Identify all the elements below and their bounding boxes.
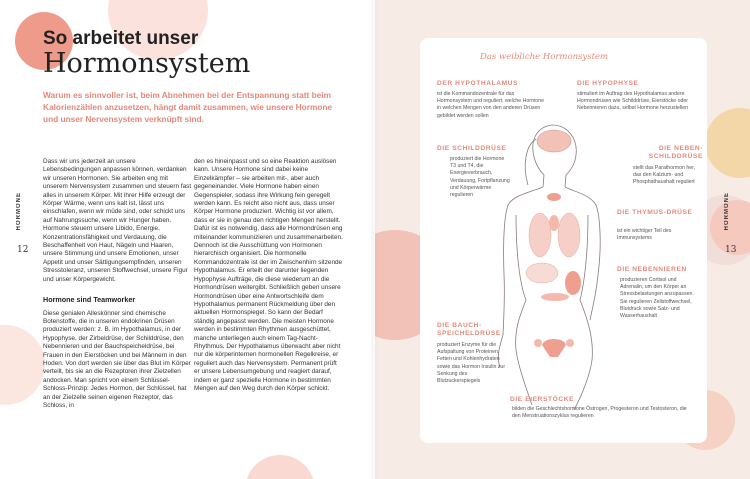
label-hypophyse: DIE HYPOPHYSE <box>577 80 639 87</box>
infographic-title: Das weibliche Hormonsystem <box>480 52 609 62</box>
text-column-1 <box>43 158 193 410</box>
page-number: 12 <box>17 245 29 255</box>
label-hypothalamus: DER HYPOTHALAMUS <box>437 80 519 87</box>
subheading: Hormone sind Teamworker <box>43 295 136 305</box>
body-paragraph: Dass wir uns jederzeit an unsere Lebensbedingungen anpassen können, verdanken wir unseren Hormonen. Sie arbeiten eng mit unserem Nervensystem zusammen und steuern fast alles in unserem Körper. Mit ihrer Hilfe erzeugt der Körper Wärme, wenn uns kalt ist, lässt uns einschlafen, wenn wir müde sind, oder schickt uns auf Nahrungssuche, wenn wir Hunger haben. Hormone steuern unsere Libido, Energie, Konzentrationsfähigkeit und Verdauung, die Beschaffenheit von Haut, Nägeln und Haaren, unsere Stimmung und unsere Emotionen, unser Appetit und unser Sättigungsempfinden, unseren Stresstoleranz, unseren Stoffwechsel, unsere Figur und unser Körpergewicht. <box>43 158 192 283</box>
label-nebenschilddruese: DIE NEBEN-SCHILDDRÜSE <box>648 145 703 160</box>
label-thymusdruese: DIE THYMUS-DRÜSE <box>617 209 693 216</box>
text-nebenschilddruese: stellt das Parathormon her, das den Kalzium- und Phosphathaushalt reguliert <box>633 165 695 186</box>
text-column-2 <box>194 158 344 393</box>
text-schilddruese: produziert die Hormone T3 und T4, die Energieverbrauch, Verdauung, Fortpflanzung und Körperwärme regulieren <box>450 156 510 199</box>
section-side-label: HORMONE <box>724 192 730 231</box>
body-paragraph: den es hineinpasst und so eine Reaktion auslösen kann. Unsere Hormone sind dabei keine Einzelkämpfer – sie arbeiten mit-, aber auch gegeneinander. Viele Hormone haben einen Gegenspieler, sodass ihre Wirkung fein geregelt werden kann. Es reicht also nicht aus, dass unser Körper Hormone produziert. Wichtig ist vor allem, dass er sie in genau den richtigen Mengen herstellt. Dafür ist es notwendig, dass alle Hormondrüsen eng miteinander kommunizieren und zusammenarbeiten. Dennoch ist die Ausschüttung von Hormonen hierarchisch organisiert. Die hormonelle Kommandozentrale ist der im Zwischenhirn sitzende Hypothalamus. Er erteilt der darunter liegenden Hypophyse Aufträge, die diese wiederum an die Hormondrüsen weitergibt. Schließlich geben unsere Hormondrüsen über eine Antwortschleife dem Hypothalamus permanent Rückmeldung über den aktuellen Hormonspiegel. So kann der Bedarf ständig angepasst werden. Die meisten Hormone werden in bestimmten Rhythmen ausgeschüttet, manche unterliegen auch einem Tag-Nacht-Rhythmus. Der Hypothalamus überwacht aber nicht nur die körperinternen hormonellen Regelkreise, er reguliert auch das Nervensystem. Permanent prüft er unsere Lebensumgebung und reagiert darauf, indem er ganz spezielle Hormone in bestimmten Mengen auf den Weg durch den Körper schickt. <box>194 158 343 392</box>
text-hypophyse: stimuliert im Auftrag des Hypothalamus andere Hormondrüsen wie Schilddrüse, Eierstöcke oder Nebennieren dazu, selbst Hormone herzustellen <box>577 91 689 112</box>
page-number: 13 <box>725 245 737 255</box>
text-hypothalamus: ist die Kommandozentrale für das Hormonsystem und reguliert, welche Hormone in welchen Mengen von den anderen Drüsen gebildet werden sollen <box>437 91 544 119</box>
decor-circle <box>705 108 750 178</box>
label-bauchspeicheldruese: DIE BAUCH-SPEICHELDRÜSE <box>437 322 501 337</box>
text-nebennieren: produzieren Cortisol und Adrenalin, um den Körper an Stressbelastungen anzupassen. Sie regulieren Zellstoffwechsel, Blutdruck sowie Salz- und Wasserhaushalt <box>620 277 694 320</box>
page-title-line1: So arbeitet unser <box>43 28 199 49</box>
label-eierstoecke: DIE EIERSTÖCKE <box>510 396 575 403</box>
text-thymusdruese: ist ein wichtiger Teil des Immunsystems <box>617 228 672 242</box>
book-gutter <box>371 0 379 479</box>
label-schilddruese: DIE SCHILDDRÜSE <box>437 145 507 152</box>
decor-circle <box>245 455 315 479</box>
label-nebennieren: DIE NEBENNIEREN <box>617 266 687 273</box>
text-eierstoecke: bilden die Geschlechtshormone Östrogen, Progesteron und Testosteron, die den Menstruationszyklus regulieren <box>512 406 687 420</box>
lead-paragraph: Warum es sinnvoller ist, beim Abnehmen bei der Entspannung statt beim Kalorienzählen anzusetzen, hängt damit zusammen, wie unsere Hormone und unser Nervensystem verknüpft sind. <box>43 90 333 124</box>
text-bauchspeicheldruese: produziert Enzyme für die Aufspaltung von Proteinen, Fetten und Kohlenhydraten sowie das Hormon Insulin zur Senkung des Blutzuckerspiegels <box>437 342 506 385</box>
page-title-line2: Hormonsystem <box>43 48 251 79</box>
decor-circle <box>0 325 45 405</box>
section-side-label: HORMONE <box>16 192 22 231</box>
body-paragraph: Diese genialen Alleskönner sind chemische Botenstoffe, die in unseren endokrinen Drüsen produziert werden: z. B. im Hypothalamus, in der Hypophyse, der Zirbeldrüse, der Schilddrüse, den Nebennieren und der Bauchspeicheldrüse, bei Frauen in den Eierstöcken und bei Männern in den Hoden. Von dort werden sie über das Blut im Körper verteilt, bis sie an die Rezeptoren ihrer Zielzellen andocken. Man spricht von einem Schlüssel-Schloss-Prinzip: Jedes Hormon, der Schlüssel, hat an der Zielzelle seinen eigenen Rezeptor, das Schloss, in <box>43 309 191 409</box>
